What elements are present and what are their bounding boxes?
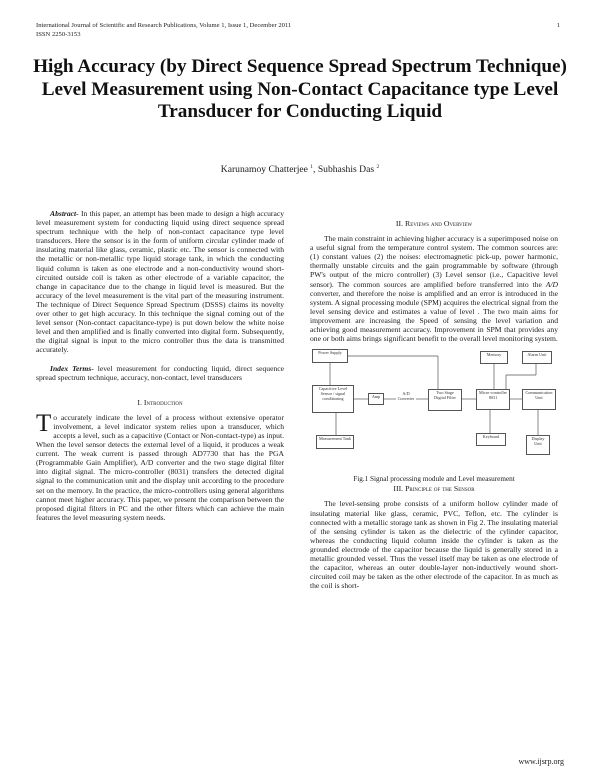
principle-paragraph: The level-sensing probe consists of a uniform hollow cylinder made of insulating material like glass, ceramic, PVC, Teflon, etc. The cylinder is connected with a metallic storage tank as shown in Fig 2. The insulating material of the sensing cylinder is taken as the dielectric of the cylinder capacitor, whereas the conducting liquid column inside the cylinder is taken as the grounded electrode of the capacitor because the liquid is generally stored in a metallic grounded vessel. Thus the vessel itself may be taken as one electrode of the capacitor, whereas an outer double-layer non-inductively wound short-circuited coil may be taken as the other electrode of the capacitor. In as much as the coil is short-	[310, 499, 558, 591]
issn: ISSN 2250-3153	[36, 30, 81, 38]
communication-unit-box: Communication Unit	[522, 389, 556, 410]
memory-box: Memory	[480, 351, 508, 364]
section-1-number: I.	[137, 397, 142, 407]
microcontroller-box: Micro-controller 8031	[476, 389, 510, 410]
digital-filter-box: Two Stage Digital Filter	[428, 389, 462, 411]
index-terms-text: level measurement for conducting liquid, direct sequence spread spectrum technique, accuracy, non-contact, level transducers	[36, 363, 285, 382]
measurement-tank-box: Measurement Tank	[316, 435, 354, 449]
abstract-label: Abstract-	[50, 209, 79, 218]
page-number: 1	[556, 22, 560, 29]
figure-1-block-diagram	[310, 347, 558, 475]
adc-box: A/D Converter	[396, 391, 416, 407]
section-3-number: III.	[393, 484, 404, 494]
journal-header	[36, 22, 291, 39]
author-1-affiliation: 1	[310, 164, 314, 170]
alarm-unit-box: Alarm Unit	[522, 351, 552, 364]
index-terms-label: Index Terms-	[50, 363, 94, 373]
author-2: Subhashis Das	[317, 164, 375, 176]
introduction-paragraph	[36, 409, 284, 522]
figure-1-caption: Fig.1 Signal processing module and Level measurement	[353, 475, 515, 484]
author-1: Karunamoy Chatterjee	[220, 164, 308, 176]
review-text-a: The main constraint in achieving higher accuracy is a superimposed noise on a useful signal from the temperature control system. The common sources are: (1) constant values (2) the noises: electromagnetic pick-up, power harmonic, thermally unstable circuits and the gain programmable by software (through PW's output of the micro controller) (3) Level sensor (i.e., Capacitive level sensor). The common sources are amplified before transferred into the	[310, 234, 558, 289]
review-text-b: converter, and therefore the noise is amplified and an error is introduced in the system. A signal processing module (SPM) acquires the electrical signal from the level sensing device and estimates a value of level . The two main aims for improvement are increasing the Speed of sensing the level variation and achieving good measurement accuracy. Improvement in SPM that provides any one or both aims brings significant benefit to the overall level monitoring system.	[310, 288, 558, 344]
sensor-box: Capacitive Level Sensor / signal conditioning	[312, 385, 354, 413]
left-column	[36, 209, 284, 522]
right-column	[310, 219, 558, 590]
author-2-affiliation: 2	[376, 164, 380, 170]
section-1-heading	[36, 398, 284, 407]
author-line	[0, 164, 600, 175]
review-paragraph	[310, 234, 558, 343]
abstract-text: In this paper, an attempt has been made to design a high accuracy level measurement system for conducting liquid using direct sequence spread spectrum technique with the help of non-contact capacitance type level transducers. Here the sensor is in the form of uniform circular cylinder made of insulating material like glass, ceramic, plastic etc. The sensor is connected with the metallic or non-metallic type liquid storage tank, in which the conducting liquid column is taken as one electrode and a non-conductivity wound short-circuited outside coil is taken as other electrode of a variable capacitor, the change in capacitance due to the change in liquid level is measured. But the accuracy of the level measurement is the vital part of the measuring instrument. The technique of Direct Sequence Spread Spectrum (DSSS) claims its novelty over other to get high accuracy. In this technique the signal coming out of the level sensor (Non-contact capacitance-type) is put down below the white noise level and then amplified and is finally converted into digital form. Subsequently, the digital signal is input to the micro controller thus the data is transmitted accurately.	[36, 209, 284, 355]
display-unit-box: Display Unit	[526, 435, 550, 455]
keyboard-box: Keyboard	[476, 433, 506, 446]
section-1-title: Introduction	[143, 397, 183, 407]
index-terms	[36, 364, 284, 382]
power-supply-box: Power Supply	[312, 349, 348, 363]
journal-name: International Journal of Scientific and Research Publications, Volume 1, Issue 1, December 2011	[36, 22, 292, 29]
section-2-title: Reviews and Overview	[405, 219, 473, 228]
author-separator: ,	[313, 164, 318, 176]
section-2-heading	[310, 219, 558, 228]
section-3-title: Principle of the Sensor	[405, 484, 475, 494]
abstract	[36, 209, 284, 355]
section-3-heading	[310, 484, 558, 493]
introduction-text: o accurately indicate the level of a process without extensive operator involvement, a level indicator system relies upon a transducer, which accepts a level, such as a capacitive (Contact or Non-contact-type) as input. When the level sensor detects the external level of a liquid, it produces a weak current. The weak current is passed through AD7730 that has the PGA (Programmable Gain Amplifier), A/D converter and the two stage digital filter into digital signal. The micro-controller (8031) transfers the detected digital signal to the communication unit and the display unit according to the procedure set on the memory. In the practice, the micro-controllers using general algorithms cannot meet higher accuracy. This paper, we present the comparison between the proposed digital filters in PC and the other filters which can achieve the main features the level measuring system needs.	[36, 412, 284, 522]
amp-box: Amp	[368, 393, 384, 405]
section-2-number: II.	[395, 219, 404, 228]
review-italic: A/D	[545, 279, 558, 289]
drop-cap: T	[36, 409, 52, 437]
journal-url: www.ijsrp.org	[518, 757, 564, 766]
paper-title: High Accuracy (by Direct Sequence Spread Spectrum Technique) Level Measurement using Non-Contact Capacitance type Level Transducer for Conducting Liquid	[33, 56, 567, 122]
